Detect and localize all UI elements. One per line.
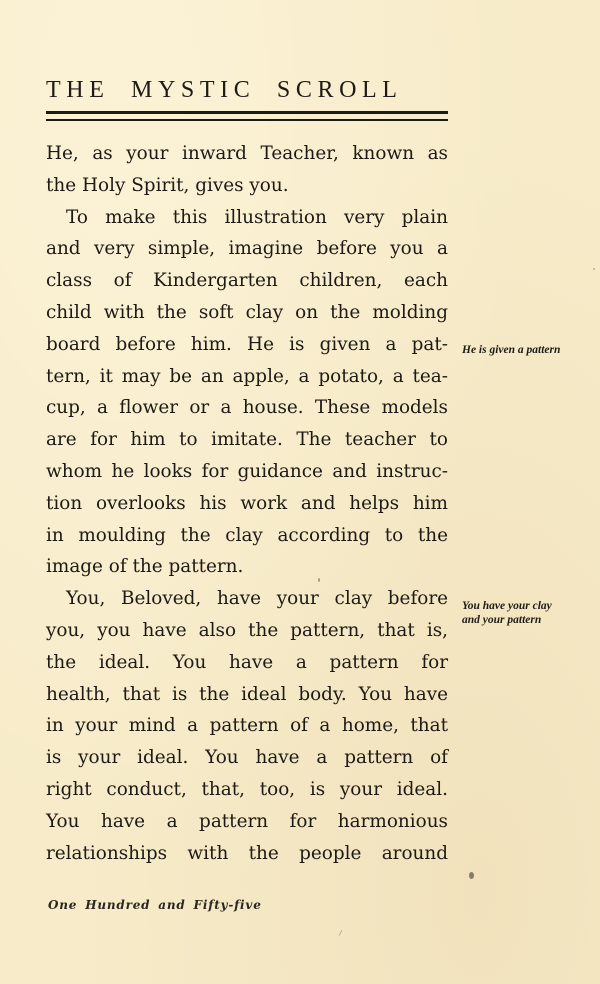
margin-note-line: and your pattern (462, 614, 542, 626)
paper-speck (339, 930, 343, 936)
text-line: board before him. He is given a pat- (46, 333, 448, 355)
text-line: in moulding the clay according to the (46, 524, 448, 546)
text-line: class of Kindergarten children, each (46, 270, 448, 292)
text-line: To make this illustration very plain (66, 206, 448, 228)
text-line: are for him to imitate. The teacher to (46, 429, 448, 451)
text-line: the Holy Spirit, gives you. (46, 174, 289, 196)
body-text (46, 138, 448, 869)
text-line: is your ideal. You have a pattern of (46, 747, 448, 769)
paper-speck (469, 872, 474, 879)
text-line: whom he looks for guidance and instruc- (46, 460, 448, 482)
text-line: the ideal. You have a pattern for (46, 651, 448, 673)
margin-note (462, 599, 552, 627)
text-line: relationships with the people around (46, 842, 448, 864)
text-line: child with the soft clay on the molding (46, 301, 448, 323)
page-number-folio: One Hundred and Fifty-five (48, 898, 262, 912)
header-rule-thin (46, 119, 448, 121)
margin-note-line: You have your clay (462, 600, 552, 612)
paper-speck (593, 268, 595, 270)
text-line: tern, it may be an apple, a potato, a tea- (46, 365, 448, 387)
text-line: You, Beloved, have your clay before (66, 588, 448, 610)
text-line: health, that is the ideal body. You have (46, 683, 448, 705)
running-head-title: THE MYSTIC SCROLL (46, 77, 403, 103)
text-line: image of the pattern. (46, 556, 244, 578)
text-line: in your mind a pattern of a home, that (46, 715, 448, 737)
text-line: You have a pattern for harmonious (46, 810, 448, 832)
margin-note-line: He is given a pattern (462, 344, 561, 356)
text-line: you, you have also the pattern, that is, (46, 619, 448, 641)
text-line: tion overlooks his work and helps him (46, 492, 448, 514)
text-line: cup, a flower or a house. These models (46, 397, 448, 419)
text-line: He, as your inward Teacher, known as (46, 143, 448, 164)
header-rule-thick (46, 111, 448, 114)
text-line: and very simple, imagine before you a (46, 238, 448, 260)
margin-note (462, 343, 560, 357)
text-line: right conduct, that, too, is your ideal. (46, 778, 448, 800)
paper-speck (318, 578, 320, 582)
